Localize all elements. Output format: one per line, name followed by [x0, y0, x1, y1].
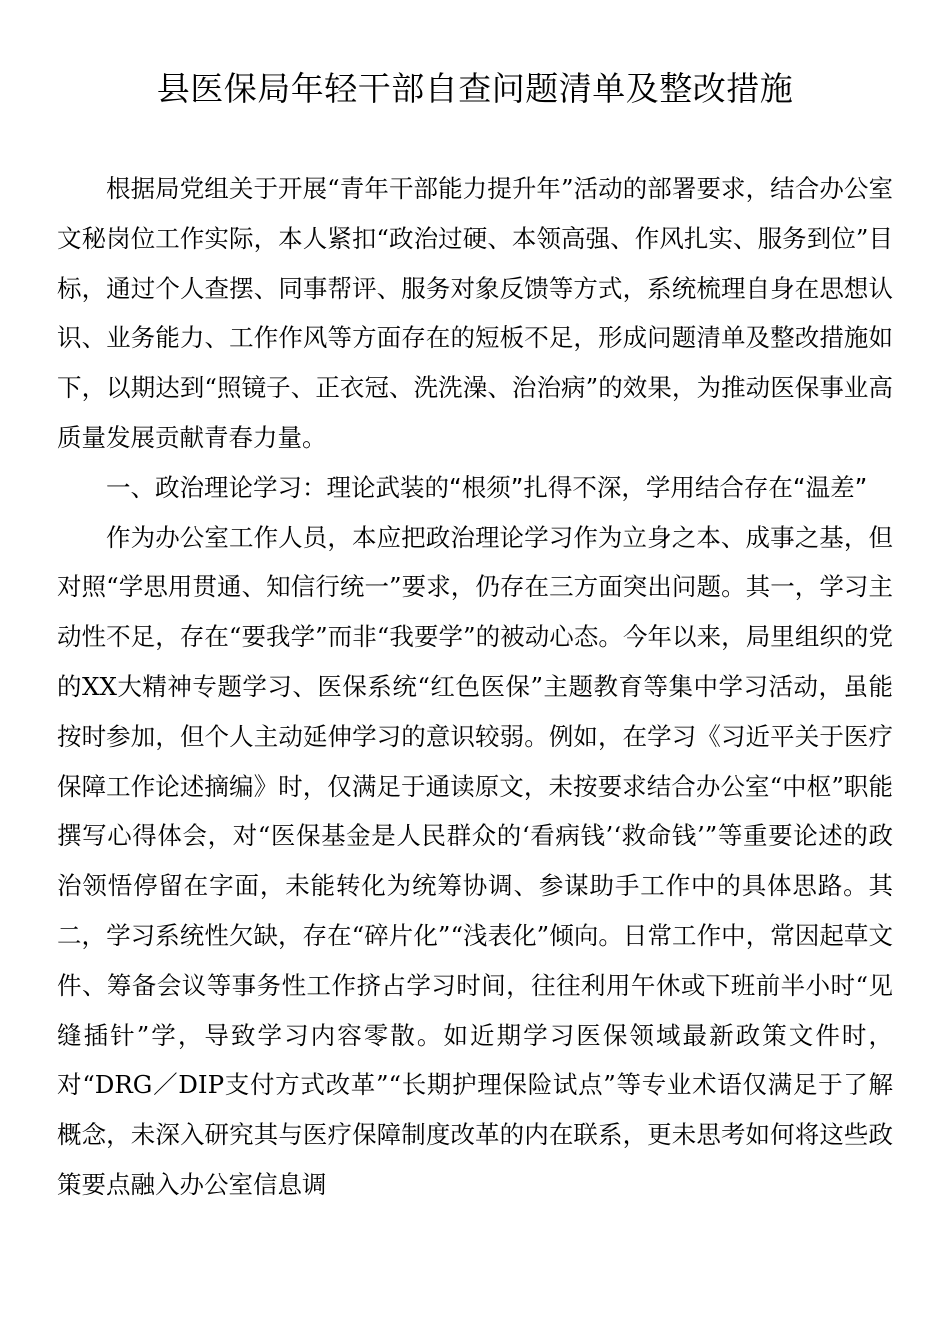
- document-body: [57, 164, 893, 1210]
- intro-paragraph: 根据局党组关于开展“青年干部能力提升年”活动的部署要求，结合办公室文秘岗位工作实际，本人紧扣“政治过硬、本领高强、作风扎实、服务到位”目标，通过个人查摆、同事帮评、服务对象反馈等方式，系统梳理自身在思想认识、业务能力、工作作风等方面存在的短板不足，形成问题清单及整改措施如下，以期达到“照镜子、正衣冠、洗洗澡、治治病”的效果，为推动医保事业高质量发展贡献青春力量。: [57, 174, 893, 452]
- section-heading-1: 一、政治理论学习：理论武装的“根须”扎得不深，学用结合存在“温差”: [106, 472, 868, 502]
- section-1-paragraph: 作为办公室工作人员，本应把政治理论学习作为立身之本、成事之基，但对照“学思用贯通、知信行统一”要求，仍存在三方面突出问题。其一，学习主动性不足，存在“要我学”而非“我要学”的被动心态。今年以来，局里组织的党的XX大精神专题学习、医保系统“红色医保”主题教育等集中学习活动，虽能按时参加，但个人主动延伸学习的意识较弱。例如，在学习《习近平关于医疗保障工作论述摘编》时，仅满足于通读原文，未按要求结合办公室“中枢”职能撰写心得体会，对“医保基金是人民群众的‘看病钱’‘救命钱’”等重要论述的政治领悟停留在字面，未能转化为统筹协调、参谋助手工作中的具体思路。其二，学习系统性欠缺，存在“碎片化”“浅表化”倾向。日常工作中，常因起草文件、筹备会议等事务性工作挤占学习时间，往往利用午休或下班前半小时“见缝插针”学，导致学习内容零散。如近期学习医保领域最新政策文件时，对“DRG／DIP支付方式改革”“长期护理保险试点”等专业术语仅满足于了解概念，未深入研究其与医疗保障制度改革的内在联系，更未思考如何将这些政策要点融入办公室信息调: [57, 522, 893, 1199]
- document-title: 县医保局年轻干部自查问题清单及整改措施: [156, 69, 794, 108]
